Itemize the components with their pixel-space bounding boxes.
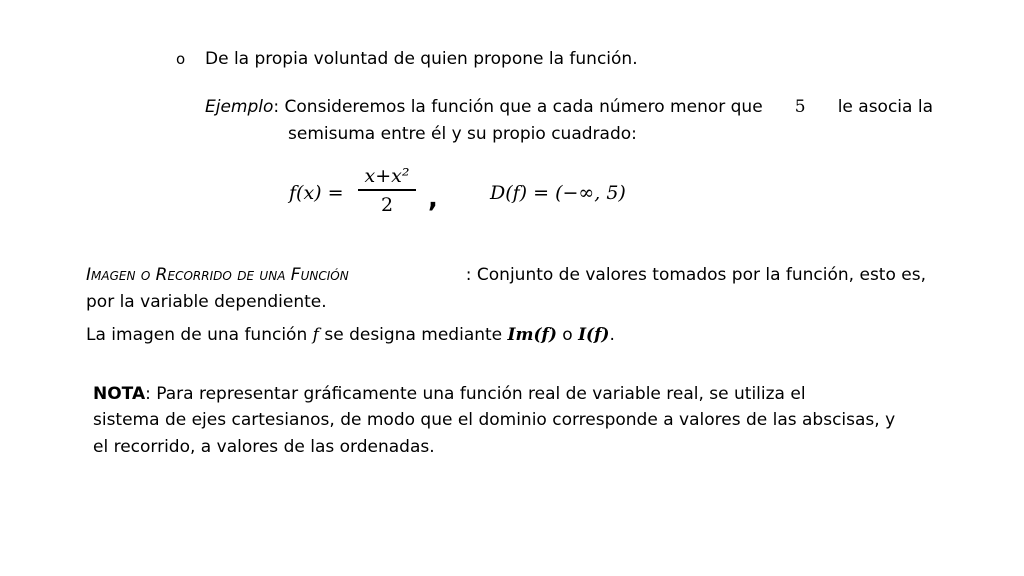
image-or: o: [562, 325, 573, 345]
image-sentence-mid: se designa mediante: [324, 325, 503, 345]
formula-fraction: [358, 165, 416, 216]
image-sentence-start: La imagen de una función: [86, 325, 308, 345]
definition-line-2: por la variable dependiente.: [86, 292, 327, 312]
image-notation-im: Im(f): [507, 325, 557, 345]
definition-title: Imagen o Recorrido de una Función: [86, 265, 349, 285]
note-text-1: : Para representar gráficamente una función real de variable real, se utiliza el: [145, 384, 806, 404]
image-period: .: [609, 325, 615, 345]
fraction-numerator: x+x²: [364, 165, 410, 187]
fraction-denominator: 2: [380, 193, 394, 216]
formula-separator: ,: [428, 184, 438, 214]
note-first-line: [93, 384, 806, 404]
formula-domain: D(f) = (−∞, 5): [490, 182, 626, 204]
note-line-3: el recorrido, a valores de las ordenadas.: [93, 437, 435, 457]
fraction-bar: [358, 189, 416, 191]
example-number: 5: [794, 97, 806, 117]
example-line-1: [205, 97, 933, 117]
bullet-text: De la propia voluntad de quien propone la función.: [205, 49, 638, 69]
bullet-marker: o: [176, 50, 186, 68]
definition-text: : Conjunto de valores tomados por la función, esto es,: [465, 265, 926, 285]
example-text: : Consideremos la función que a cada número menor que: [273, 97, 763, 117]
note-line-2: sistema de ejes cartesianos, de modo que el dominio corresponde a valores de las abscisas, y: [93, 410, 896, 430]
example-label: Ejemplo: [205, 97, 274, 117]
example-sentence: [205, 97, 763, 117]
note-label: NOTA: [93, 384, 146, 404]
definition-line-3: [86, 325, 615, 345]
formula-lhs: f(x) =: [289, 182, 344, 204]
image-notation-i: I(f): [578, 325, 610, 345]
note-line-1: [93, 384, 924, 404]
example-line1-end: le asocia la: [837, 97, 933, 117]
example-line-2: semisuma entre él y su propio cuadrado:: [288, 124, 637, 144]
function-symbol: f: [312, 325, 319, 345]
definition-line-1: [86, 265, 926, 285]
